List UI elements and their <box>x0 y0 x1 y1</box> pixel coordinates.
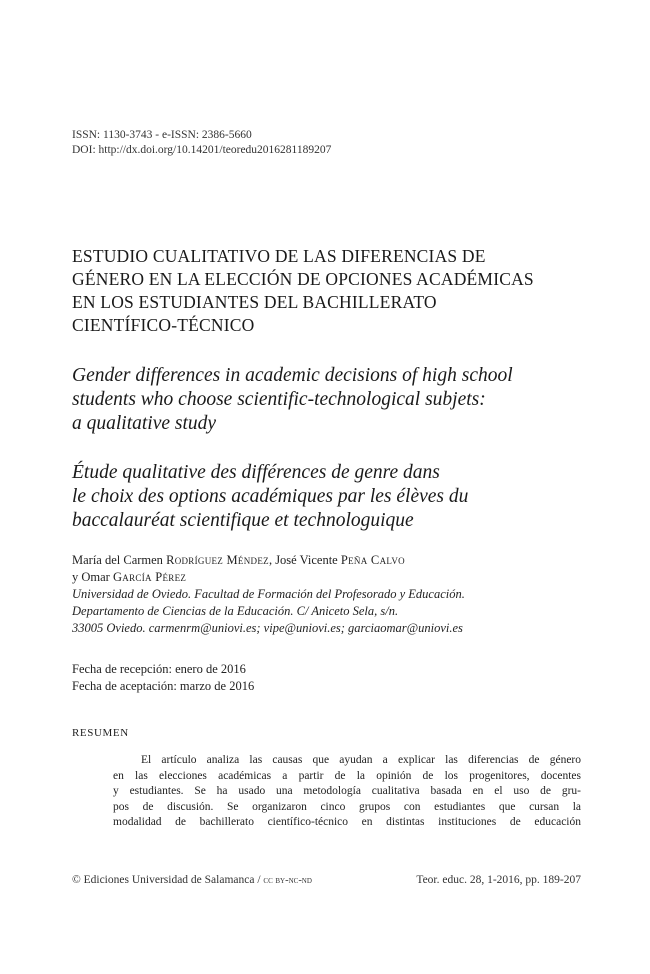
affiliation-contact-line: 33005 Oviedo. carmenrm@uniovi.es; vipe@uniovi.es; garciaomar@uniovi.es <box>72 621 463 635</box>
publisher-text: © Ediciones Universidad de Salamanca / <box>72 874 264 886</box>
title-fr-line: Étude qualitative des différences de genre dans <box>72 462 440 483</box>
author-3-surname: García Pérez <box>112 570 187 584</box>
author-separator: , José Vicente <box>268 553 341 567</box>
author-1-given: María del Carmen <box>72 553 167 567</box>
abstract-body <box>113 753 581 831</box>
title-es-line: EN LOS ESTUDIANTES DEL BACHILLERATO <box>72 292 437 312</box>
title-english <box>72 364 592 436</box>
title-spanish <box>72 245 592 337</box>
title-fr-line: baccalauréat scientifique et technologuique <box>72 510 414 531</box>
abstract-heading: RESUMEN <box>72 727 129 739</box>
title-en-line: a qualitative study <box>72 413 217 434</box>
title-en-line: Gender differences in academic decisions of high school <box>72 365 513 386</box>
abstract-line: modalidad de bachillerato científico-técnico en distintas instituciones de educación <box>113 816 581 828</box>
submission-dates <box>72 661 254 695</box>
footer-citation: Teor. educ. 28, 1-2016, pp. 189-207 <box>416 874 581 886</box>
author-2-surname: Peña Calvo <box>340 553 405 567</box>
received-date: Fecha de recepción: enero de 2016 <box>72 662 246 676</box>
title-es-line: CIENTÍFICO-TÉCNICO <box>72 315 255 335</box>
title-french <box>72 461 592 533</box>
title-es-line: GÉNERO EN LA ELECCIÓN DE OPCIONES ACADÉMICAS <box>72 269 534 289</box>
issn-line: ISSN: 1130-3743 - e-ISSN: 2386-5660 <box>72 129 252 141</box>
author-block <box>72 552 592 637</box>
title-fr-line: le choix des options académiques par les élèves du <box>72 486 469 507</box>
abstract-line: pos de discusión. Se organizaron cinco grupos con estudiantes que cursan la <box>113 800 581 813</box>
author-line-2 <box>72 569 592 586</box>
author-separator: y Omar <box>72 570 113 584</box>
author-1-surname: Rodríguez Méndez <box>166 553 269 567</box>
footer-publisher <box>72 874 312 886</box>
title-en-line: students who choose scientific-technological subjets: <box>72 389 486 410</box>
journal-identifiers <box>72 128 331 158</box>
affiliation-line: Departamento de Ciencias de la Educación. C/ Aniceto Sela, s/n. <box>72 604 399 618</box>
affiliation-line: Universidad de Oviedo. Facultad de Formación del Profesorado y Educación. <box>72 587 465 601</box>
license-label: cc by-nc-nd <box>263 875 312 886</box>
abstract-line: El artículo analiza las causas que ayudan a explicar las diferencias de género <box>141 754 581 766</box>
abstract-line: en las elecciones académicas a partir de la opinión de los progenitores, docentes <box>113 769 581 782</box>
author-line-1 <box>72 552 592 569</box>
accepted-date: Fecha de aceptación: marzo de 2016 <box>72 679 255 693</box>
abstract-line: y estudiantes. Se ha usado una metodología cualitativa basada en el uso de gru- <box>113 785 581 797</box>
title-es-line: ESTUDIO CUALITATIVO DE LAS DIFERENCIAS DE <box>72 246 486 266</box>
doi-line[interactable]: DOI: http://dx.doi.org/10.14201/teoredu2016281189207 <box>72 144 332 156</box>
